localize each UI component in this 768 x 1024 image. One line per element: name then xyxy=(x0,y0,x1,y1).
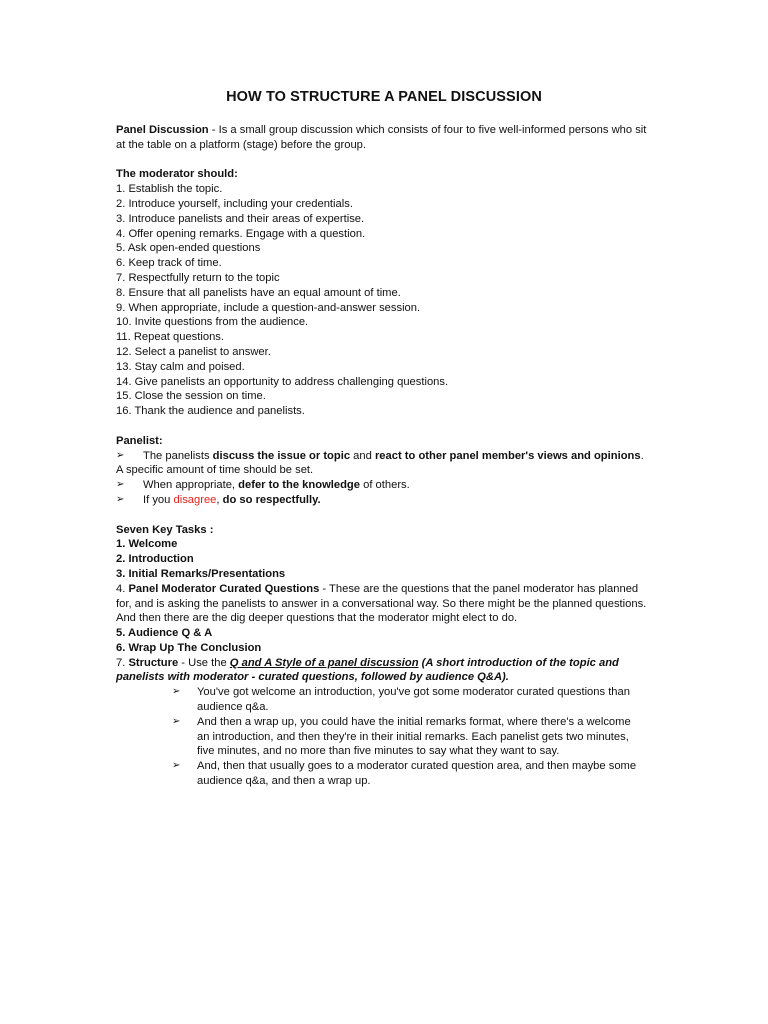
bullet-bold: react to other panel member's views and opinions xyxy=(374,449,641,462)
moderator-list-item: 11. Repeat questions. xyxy=(116,331,225,344)
task-item xyxy=(116,656,656,686)
tasks-heading: Seven Key Tasks : xyxy=(116,523,214,536)
moderator-heading: The moderator should: xyxy=(116,168,238,181)
task-item: 5. Audience Q & A xyxy=(116,627,213,640)
panelist-bullet-2 xyxy=(116,478,656,493)
subpoint-text: And, then that usually goes to a moderator curated question area, and then maybe some audience q&a, and then a wrap up. xyxy=(197,760,637,788)
task-item: 2. Introduction xyxy=(116,553,194,566)
moderator-list-item: 7. Respectfully return to the topic xyxy=(116,271,280,284)
task-item: 6. Wrap Up The Conclusion xyxy=(116,641,262,654)
bullet-text: The panelists xyxy=(143,449,213,462)
arrow-bullet-icon: ➢ xyxy=(172,715,181,727)
task-item: 3. Initial Remarks/Presentations xyxy=(116,567,286,580)
definition-paragraph xyxy=(116,123,656,153)
task-number: 7. xyxy=(116,656,129,669)
moderator-list-item: 13. Stay calm and poised. xyxy=(116,360,245,373)
panelist-continuation: A specific amount of time should be set. xyxy=(116,464,314,477)
bullet-text: of others. xyxy=(360,479,410,492)
bullet-bold: do so respectfully. xyxy=(222,493,321,506)
document-body xyxy=(116,123,656,789)
moderator-list-item: 5. Ask open-ended questions xyxy=(116,242,261,255)
structure-subpoint xyxy=(116,685,656,715)
bullet-bold: defer to the knowledge xyxy=(238,479,360,492)
moderator-list-item: 2. Introduce yourself, including your credentials. xyxy=(116,197,353,210)
subpoint-text: And then a wrap up, you could have the initial remarks format, where there's a welcome an introduction, and then they're in their initial remarks. Each panelist gets two minutes, five minutes, and no more than five minutes to say what they want to say. xyxy=(197,715,631,758)
bullet-text: . xyxy=(640,449,644,462)
panelist-heading: Panelist: xyxy=(116,434,163,447)
moderator-list xyxy=(116,182,656,419)
structure-subpoint xyxy=(116,759,656,789)
moderator-list-item: 3. Introduce panelists and their areas of expertise. xyxy=(116,212,365,225)
bullet-text: When appropriate, xyxy=(143,479,239,492)
moderator-list-item: 12. Select a panelist to answer. xyxy=(116,345,271,358)
task-text: - These are the questions that the panel moderator has planned for, and is asking the panelists to answer in a conversational way. So there might be the planned questions. And then there are the dig deeper questions that the moderator might elect to do. xyxy=(116,582,647,625)
panelist-bullet-1 xyxy=(116,449,656,464)
style-description: (A short introduction of the topic and panelists with moderator - curated questions, followed by audience Q&A). xyxy=(116,656,619,684)
bullet-text: and xyxy=(350,449,375,462)
bullet-text: , xyxy=(216,493,223,506)
arrow-bullet-icon: ➢ xyxy=(116,449,125,461)
arrow-bullet-icon: ➢ xyxy=(172,760,181,772)
definition-term: Panel Discussion xyxy=(116,124,209,136)
task-item: 1. Welcome xyxy=(116,538,178,551)
arrow-bullet-icon: ➢ xyxy=(116,479,125,491)
moderator-list-item: 1. Establish the topic. xyxy=(116,183,223,196)
moderator-list-item: 16. Thank the audience and panelists. xyxy=(116,405,305,418)
moderator-list-item: 9. When appropriate, include a question-and-answer session. xyxy=(116,301,421,314)
page-title: HOW TO STRUCTURE A PANEL DISCUSSION xyxy=(226,89,542,105)
task-item xyxy=(116,582,656,626)
moderator-list-item: 4. Offer opening remarks. Engage with a question. xyxy=(116,227,366,240)
bullet-bold: discuss the issue or topic xyxy=(212,449,351,462)
subpoint-text: You've got welcome an introduction, you've got some moderator curated questions than audience q&a. xyxy=(197,686,630,714)
structure-subpoint xyxy=(116,715,656,759)
moderator-list-item: 15. Close the session on time. xyxy=(116,390,266,403)
task-number: 4. xyxy=(116,582,129,595)
moderator-list-item: 14. Give panelists an opportunity to address challenging questions. xyxy=(116,375,449,388)
moderator-list-item: 6. Keep track of time. xyxy=(116,257,222,270)
disagree-highlight: disagree xyxy=(173,493,217,506)
moderator-list-item: 8. Ensure that all panelists have an equal amount of time. xyxy=(116,286,401,299)
bullet-text: If you xyxy=(143,493,174,506)
moderator-list-item: 10. Invite questions from the audience. xyxy=(116,316,309,329)
style-reference: Q and A Style of a panel discussion xyxy=(229,656,419,669)
arrow-bullet-icon: ➢ xyxy=(116,493,125,505)
arrow-bullet-icon: ➢ xyxy=(172,686,181,698)
panelist-bullet-3 xyxy=(116,493,656,508)
task-text: - Use the xyxy=(178,656,230,669)
task-bold: Structure xyxy=(128,656,179,669)
structure-subpoints xyxy=(116,685,656,789)
task-bold: Panel Moderator Curated Questions xyxy=(128,582,320,595)
definition-text: - Is a small group discussion which consists of four to five well-informed persons who sit at the table on a platform (stage) before the group. xyxy=(116,124,647,151)
